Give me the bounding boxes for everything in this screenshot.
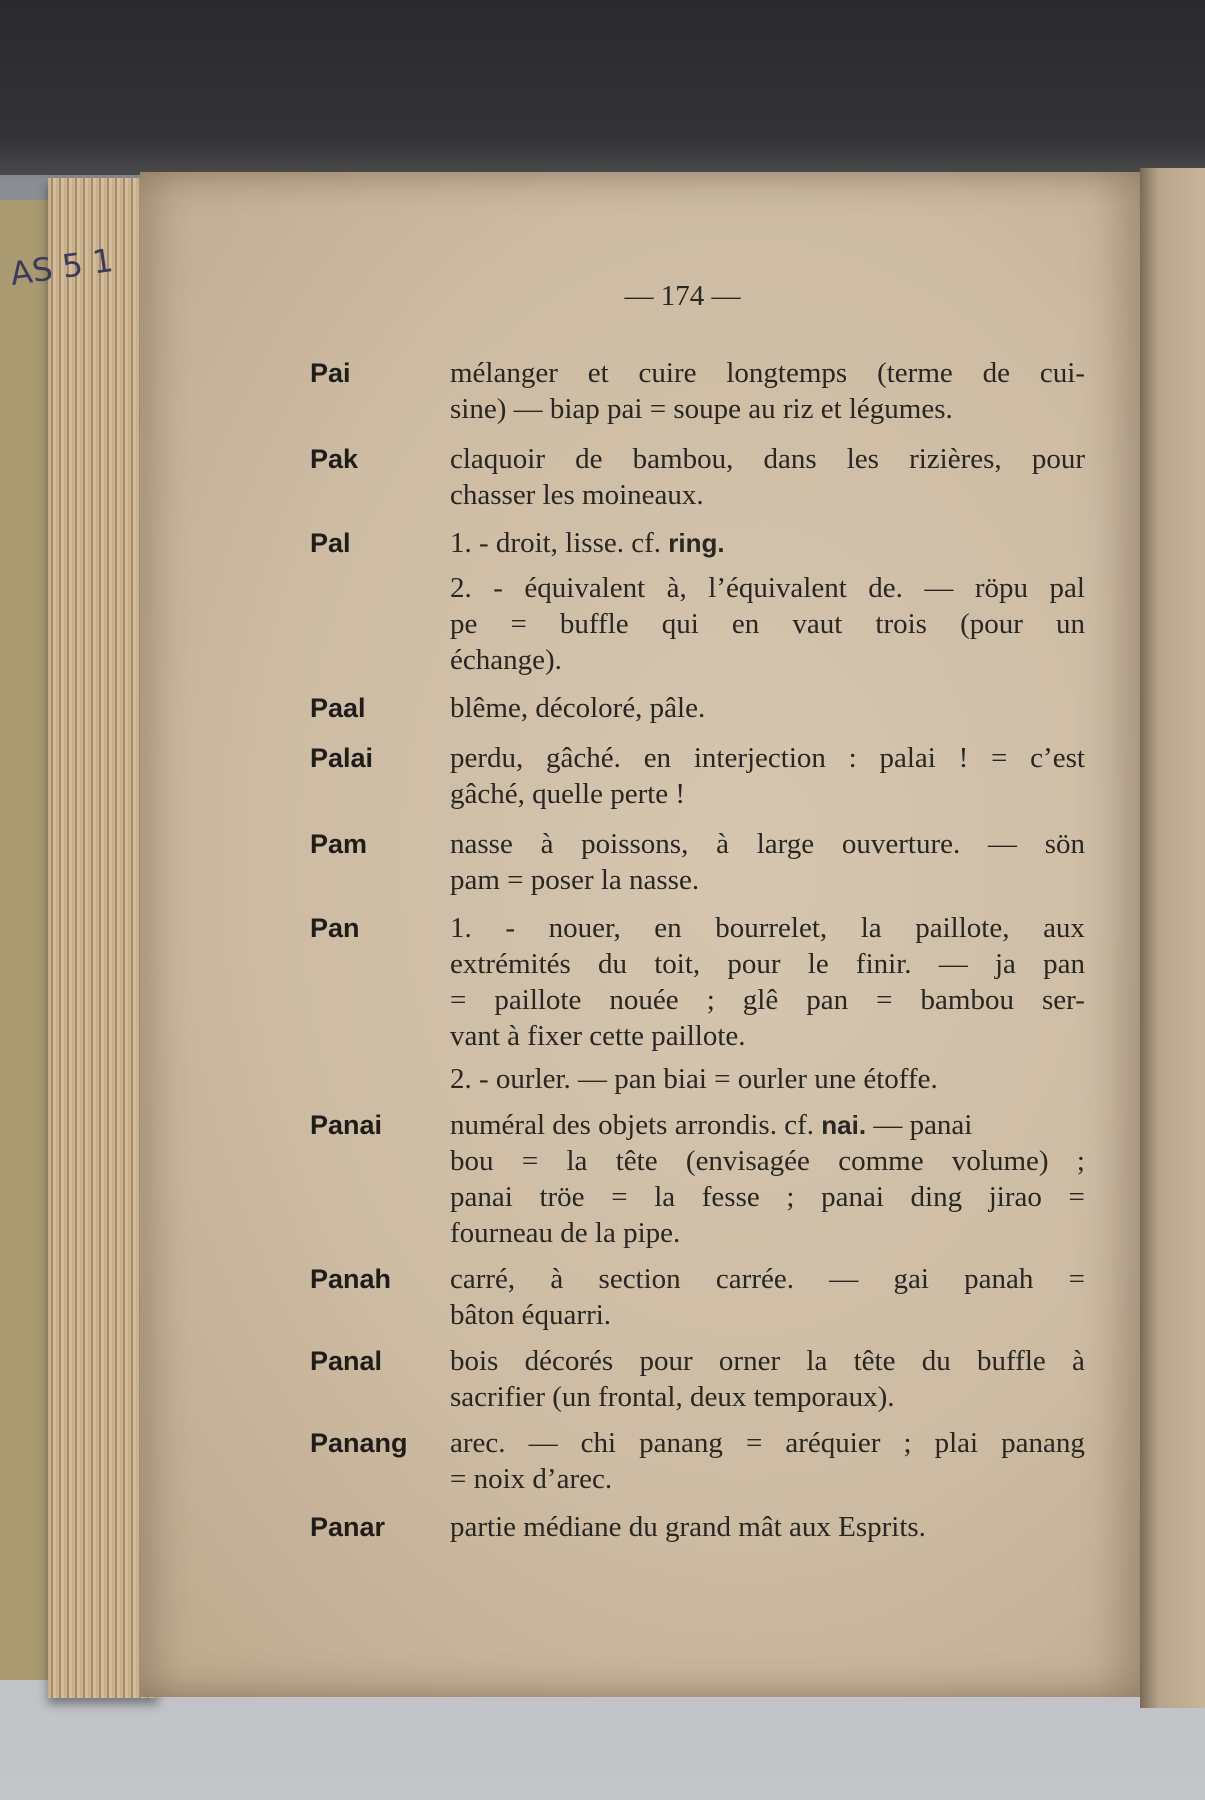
word: glê bbox=[742, 984, 779, 1016]
definition bbox=[450, 525, 1085, 561]
headword: Panah bbox=[310, 1264, 392, 1294]
word: = bbox=[521, 1145, 539, 1177]
word: à, bbox=[666, 572, 687, 604]
headword: Panang bbox=[310, 1428, 408, 1458]
word: en bbox=[654, 912, 682, 944]
definition-line: fourneau de la pipe. bbox=[450, 1217, 681, 1249]
word: röpu bbox=[974, 572, 1029, 604]
word: = bbox=[510, 608, 527, 640]
word: pour bbox=[1031, 443, 1085, 475]
word: nouée bbox=[609, 984, 679, 1016]
headword: Pai bbox=[310, 358, 351, 388]
word: ; bbox=[706, 984, 715, 1016]
word: dans bbox=[763, 443, 817, 475]
definition-line bbox=[450, 570, 1085, 606]
word: panang bbox=[639, 1427, 723, 1459]
definition-line bbox=[450, 606, 1085, 642]
definition-text: numéral des objets arrondis. cf. nai. — panai bbox=[450, 1109, 973, 1141]
word: buffle bbox=[559, 608, 629, 640]
word: aréquier bbox=[785, 1427, 881, 1459]
word: sön bbox=[1044, 828, 1085, 860]
word: = bbox=[450, 984, 467, 1016]
word: poissons, bbox=[581, 828, 689, 860]
definition-line: chasser les moineaux. bbox=[450, 479, 704, 511]
definition-line bbox=[450, 1143, 1085, 1179]
word: panang bbox=[1001, 1427, 1085, 1459]
definition-line bbox=[450, 355, 1085, 391]
cross-reference: ring. bbox=[668, 528, 725, 558]
definition-line: 2. - ourler. — pan biai = ourler une étoffe. bbox=[450, 1063, 938, 1095]
definition-line: sacrifier (un frontal, deux temporaux). bbox=[450, 1381, 895, 1413]
headword: Palai bbox=[310, 743, 374, 773]
word: pan bbox=[806, 984, 849, 1016]
word: section bbox=[598, 1263, 681, 1295]
word: pour bbox=[639, 1345, 693, 1377]
word: longtemps bbox=[726, 357, 848, 389]
word: cui- bbox=[1039, 357, 1085, 389]
word: ja bbox=[994, 948, 1016, 980]
word: toit, bbox=[654, 948, 701, 980]
word: — bbox=[829, 1263, 859, 1295]
word: plai bbox=[934, 1427, 979, 1459]
word: = bbox=[1068, 1181, 1085, 1213]
definition-line bbox=[450, 525, 1085, 561]
word: de. bbox=[868, 572, 903, 604]
word: jirao bbox=[988, 1181, 1042, 1213]
word: volume) bbox=[951, 1145, 1049, 1177]
word: claquoir bbox=[450, 443, 546, 475]
definition-line: gâché, quelle perte ! bbox=[450, 778, 686, 810]
handwritten-margin-note: AS 5 1 bbox=[7, 240, 116, 294]
definition-line bbox=[450, 910, 1085, 946]
definition bbox=[450, 690, 1085, 726]
definition-line bbox=[450, 1107, 1085, 1143]
word: cuire bbox=[638, 357, 697, 389]
definition-line bbox=[450, 740, 1085, 776]
definition-line: = noix d’arec. bbox=[450, 1463, 613, 1495]
word: - bbox=[493, 572, 503, 604]
word: la bbox=[566, 1145, 588, 1177]
word: à bbox=[1072, 1345, 1085, 1377]
word: de bbox=[575, 443, 603, 475]
word: pe bbox=[450, 608, 478, 640]
word: et bbox=[587, 357, 609, 389]
word: bambou bbox=[920, 984, 1014, 1016]
word: — bbox=[987, 828, 1017, 860]
word: carrée. bbox=[715, 1263, 794, 1295]
word: ser- bbox=[1042, 984, 1085, 1016]
word: finir. bbox=[855, 948, 912, 980]
definition-line bbox=[450, 982, 1085, 1018]
word: = bbox=[1068, 1263, 1085, 1295]
word: ; bbox=[903, 1427, 912, 1459]
word: pal bbox=[1049, 572, 1085, 604]
word: ding bbox=[910, 1181, 963, 1213]
word: 1. bbox=[450, 912, 472, 944]
word: les bbox=[846, 443, 879, 475]
word: en bbox=[643, 742, 672, 774]
headword: Panai bbox=[310, 1110, 383, 1140]
word: (terme bbox=[877, 357, 953, 389]
word: nouer, bbox=[548, 912, 621, 944]
definition-line bbox=[450, 1261, 1085, 1297]
headword: Panar bbox=[310, 1512, 386, 1542]
definition-line: sine) — biap pai = soupe au riz et légumes. bbox=[450, 393, 953, 425]
word: ; bbox=[1076, 1145, 1085, 1177]
definition bbox=[450, 740, 1085, 812]
definition bbox=[450, 1061, 1085, 1097]
word: perdu, bbox=[450, 742, 524, 774]
definition bbox=[450, 441, 1085, 513]
word: paillote, bbox=[915, 912, 1010, 944]
word: du bbox=[598, 948, 628, 980]
word: rizières, bbox=[909, 443, 1002, 475]
definition-line bbox=[450, 946, 1085, 982]
word: — bbox=[528, 1427, 558, 1459]
definition bbox=[450, 570, 1085, 678]
definition-line bbox=[450, 441, 1085, 477]
word: : bbox=[848, 742, 857, 774]
word: chi bbox=[580, 1427, 617, 1459]
word: trois bbox=[875, 608, 927, 640]
definition bbox=[450, 826, 1085, 898]
word: mélanger bbox=[450, 357, 558, 389]
facing-page-edge bbox=[1140, 168, 1205, 1708]
word: orner bbox=[718, 1345, 781, 1377]
word: (pour bbox=[960, 608, 1023, 640]
word: large bbox=[756, 828, 815, 860]
word: à bbox=[716, 828, 729, 860]
definition-line: blême, décoloré, pâle. bbox=[450, 692, 706, 724]
word: fesse bbox=[701, 1181, 760, 1213]
word: à bbox=[550, 1263, 564, 1295]
word: = bbox=[876, 984, 893, 1016]
word: panah bbox=[964, 1263, 1034, 1295]
word: gai bbox=[893, 1263, 929, 1295]
word: du bbox=[921, 1345, 951, 1377]
definition-line: échange). bbox=[450, 644, 562, 676]
word: qui bbox=[661, 608, 699, 640]
word: bambou, bbox=[632, 443, 734, 475]
definition-line bbox=[450, 1425, 1085, 1461]
headword: Pak bbox=[310, 444, 359, 474]
word: bourrelet, bbox=[715, 912, 828, 944]
word: paillote bbox=[494, 984, 582, 1016]
word: pan bbox=[1043, 948, 1085, 980]
word: de bbox=[982, 357, 1010, 389]
word: aux bbox=[1043, 912, 1085, 944]
word: à bbox=[540, 828, 554, 860]
definition bbox=[450, 355, 1085, 427]
word: nasse bbox=[450, 828, 513, 860]
definition-line bbox=[450, 1343, 1085, 1379]
word: gâché. bbox=[546, 742, 621, 774]
definition bbox=[450, 1509, 1085, 1545]
word: en bbox=[731, 608, 760, 640]
definition-line: bâton équarri. bbox=[450, 1299, 612, 1331]
word: — bbox=[938, 948, 968, 980]
definition bbox=[450, 910, 1085, 1054]
word: arec. bbox=[450, 1427, 506, 1459]
word: extrémités bbox=[450, 948, 571, 980]
word: interjection bbox=[693, 742, 826, 774]
word: - bbox=[505, 912, 515, 944]
word: équivalent bbox=[524, 572, 646, 604]
word: carré, bbox=[450, 1263, 516, 1295]
word: pour bbox=[727, 948, 781, 980]
cross-reference: nai. bbox=[821, 1110, 867, 1140]
definition bbox=[450, 1107, 1085, 1251]
word: tête bbox=[853, 1345, 896, 1377]
headword: Panal bbox=[310, 1346, 383, 1376]
definition-line bbox=[450, 826, 1085, 862]
definition-line: partie médiane du grand mât aux Esprits. bbox=[450, 1511, 926, 1543]
headword: Pam bbox=[310, 829, 368, 859]
word: décorés bbox=[524, 1345, 614, 1377]
definition-line bbox=[450, 1179, 1085, 1215]
definition bbox=[450, 1261, 1085, 1333]
word: tröe bbox=[539, 1181, 585, 1213]
definition bbox=[450, 1425, 1085, 1497]
definition-line: vant à fixer cette paillote. bbox=[450, 1020, 746, 1052]
word: c’est bbox=[1030, 742, 1085, 774]
word: = bbox=[991, 742, 1008, 774]
definition-line: pam = poser la nasse. bbox=[450, 864, 700, 896]
word: la bbox=[654, 1181, 676, 1213]
word: ouverture. bbox=[841, 828, 961, 860]
word: ! bbox=[958, 742, 969, 774]
word: tête bbox=[615, 1145, 658, 1177]
background bbox=[0, 0, 1205, 175]
word: vaut bbox=[792, 608, 843, 640]
page-number: — 174 — bbox=[624, 280, 741, 312]
definition bbox=[450, 1343, 1085, 1415]
word: = bbox=[611, 1181, 628, 1213]
word: bois bbox=[450, 1345, 499, 1377]
word: palai bbox=[879, 742, 936, 774]
word: buffle bbox=[977, 1345, 1046, 1377]
word: — bbox=[924, 572, 954, 604]
word: (envisagée bbox=[685, 1145, 810, 1177]
headword: Pal bbox=[310, 528, 351, 558]
word: panai bbox=[450, 1181, 513, 1213]
word: 2. bbox=[450, 572, 472, 604]
word: le bbox=[807, 948, 829, 980]
headword: Paal bbox=[310, 693, 366, 723]
word: la bbox=[806, 1345, 828, 1377]
definition-text: 1. - droit, lisse. cf. ring. bbox=[450, 527, 725, 559]
word: la bbox=[860, 912, 882, 944]
word: = bbox=[745, 1427, 763, 1459]
headword: Pan bbox=[310, 913, 360, 943]
word: panai bbox=[821, 1181, 884, 1213]
word: ; bbox=[786, 1181, 795, 1213]
word: comme bbox=[838, 1145, 924, 1177]
word: bou bbox=[450, 1145, 494, 1177]
word: un bbox=[1055, 608, 1085, 640]
word: l’équivalent bbox=[708, 572, 847, 604]
